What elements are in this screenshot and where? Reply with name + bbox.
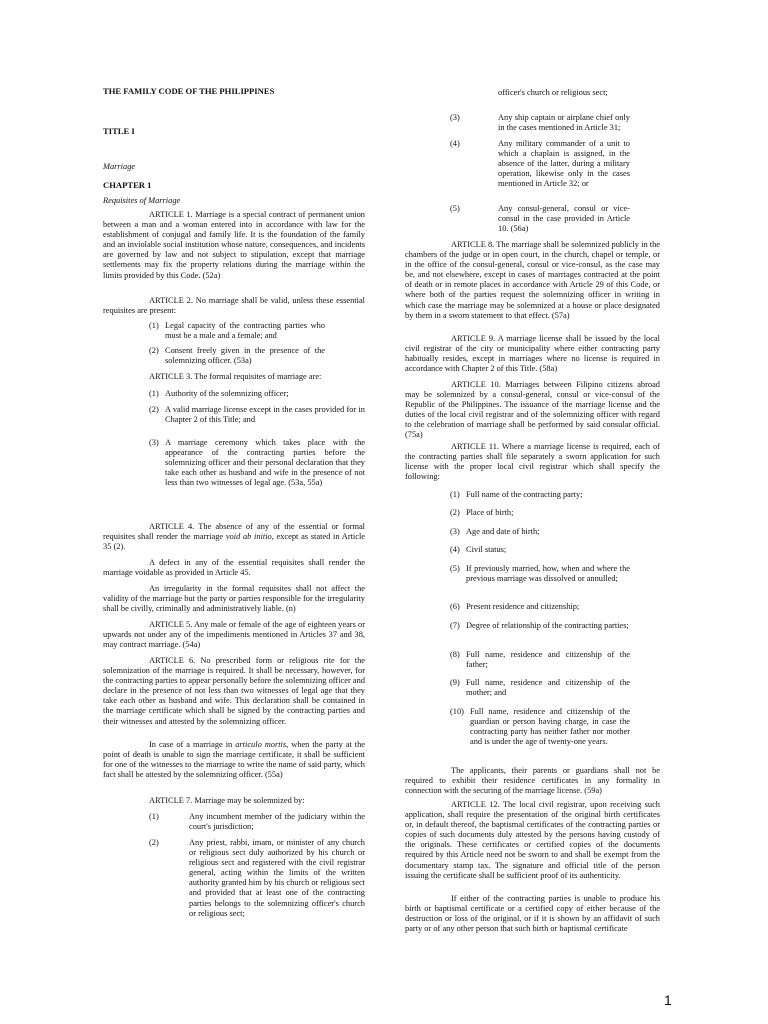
document-page: THE FAMILY CODE OF THE PHILIPPINES TITLE I Marriage CHAPTER 1 Requisites of Marriage ARTICLE 1. Marriage is a special contract of permanent union between a man and a woman entered into in accordance with law for the establishment of conjugal and family life. It is the foundation of the family and an inviolable social institution whose nature, consequences, and incidents are governed by law and not subject to stipulation, except that marriage settlements may fix the property relations during the marriage within the limits provided by this Code. (52a) ARTICLE 2. No marriage shall be valid, unless these essential requisites are present: (1) Legal capacity of the contracting parties who must be a male and a female; and (2) Consent freely given in the presence of the solemnizing officer. (53a) ARTICLE 3. The formal requisites of marriage are: (1) Authority of the solemnizing officer; (2) A valid marriage license except in the cases provided for in Chapter 2 of this Title; and (3) A marriage ceremony which takes place with the appearance of the contracting parties before the solemnizing officer and their personal declaration that they take each other as husband and wife in the presence of not less than two witnesses of legal age. (53a, 55a) ARTICLE 4. The absence of any of the essential or formal requisites shall render the marriage void ab initio, except as stated in Article 35 (2). A defect in any of the essential requisites shall render the marriage voidable as provided in Article 45. An irregularity in the formal requisites shall not affect the validity of the marriage but the party or parties responsible for the irregularity shall be civilly, criminally and administratively liable. (n) ARTICLE 5. Any male or female of the age of eighteen years or upwards not under any of the impediments mentioned in Articles 37 and 38, may contract marriage. (54a) ARTICLE 6. No prescribed form or religious rite for the solemnization of the marriage is required. It shall be necessary, however, for the contracting parties to appear personally before the solemnizing officer and declare in the presence of not less than two witnesses of legal age that they take each other as husband and wife. This declaration shall be contained in the marriage certificate which shall be signed by the contracting parties and their witnesses and attested by the solemnizing officer. In case of a marriage in articulo mortis, when the party at the point of death is unable to sign the marriage certificate, it shall be sufficient for one of the witnesses to the marriage to write the name of said party, which fact shall be attested by the solemnizing officer. (55a) ARTICLE 7. Marriage may be solemnized by: (1) Any incumbent member of the judiciary within the court's jurisdiction; (2) Any priest, rabbi, imam, or minister of any church or religious sect duly authorized by his church or religious sect and registered with the civil registrar general, acting within the limits of the written authority granted him by his church or religious sect and provided that at least one of the contracting parties belongs to the solemnizing officer's church or religious sect; officer's church or religious sect; (3) Any ship captain or airplane chief only in the cases mentioned in Article 31; (4) Any military commander of a unit to which a chaplain is assigned, in the absence of the latter, during a military operation, likewise only in the cases mentioned in Article 32; or (5) Any consul-general, consul or vice-consul in the case provided in Article 10. (56a) ARTICLE 8. The marriage shall be solemnized publicly in the chambers of the judge or in open court, in the church, chapel or temple, or in the office of the consul-general, consul or vice-consul, as the case may be, and not elsewhere, except in cases of marriages contracted at the point of death or in remote places in accordance with Article 29 of this Code, or where both of the parties request the solemnizing officer in writing in which case the marriage may be solemnized at a house or place designated by them in a sworn statement to that effect. (57a) ARTICLE 9. A marriage license shall be issued by the local civil registrar of the city or municipality where either contracting party habitually resides, except in marriages where no license is required in accordance with Chapter 2 of this Title. (58a) ARTICLE 10. Marriages between Filipino citizens abroad may be solemnized by a consul-general, consul or vice-consul of the Republic of the Philippines. The issuance of the marriage license and the duties of the local civil registrar and of the solemnizing officer with regard to the celebration of marriage shall be performed by said consular official. (75a) ARTICLE 11. Where a marriage license is required, each of the contracting parties shall file separately a sworn application for such license with the proper local civil registrar which shall specify the following: (1) Full name of the contracting party; (2) Place of birth; (3) Age and date of birth; (4) Civil status; (5) If previously married, how, when and where the previous marriage was dissolved or annulled; (6) Present residence and citizenship; (7) Degree of relationship of the contracting parties; (8) Full name, residence and citizenship of the father; (9) Full name, residence and citizenship of the mother; and (10) Full name, residence and citizenship of the guardian or person having charge, in case the contracting party has neither father nor mother and is under the age of twenty-one years. The applicants, their parents or guardians shall not be required to exhibit their residence certificates in any formality in connection with the securing of the marriage license. (59a) ARTICLE 12. The local civil registrar, upon receiving such application, shall require the presentation of the original birth certificates or, in default thereof, the baptismal certificates of the contracting parties or copies of such documents duly attested by the persons having custody of the originals. These certificates or certified copies of the documents required by this Article need not be sworn to and shall be exempt from the documentary stamp tax. The signature and official title of the person issuing the certificate shall be sufficient proof of its authenticity. If either of the contracting parties is unable to produce his birth or baptismal certificate or a certified copy of either because of the destruction or loss of the original, or if it is shown by an affidavit of such party or of any other person that such birth or baptismal certificate 1	[103, 86, 672, 1008]
page-number: 1	[664, 992, 672, 1008]
article-10: ARTICLE 10. Marriages between Filipino citizens abroad may be solemnized by a consul-general, consul or vice-consul of the Republic of the Philippines. The issuance of the marriage license and the duties of the local civil registrar and of the solemnizing officer with regard to the celebration of marriage shall be performed by said consular official. (75a)	[405, 380, 660, 440]
article-12: ARTICLE 12. The local civil registrar, upon receiving such application, shall require the presentation of the original birth certificates or, in default thereof, the baptismal certificates of the contracting parties or copies of such documents duly attested by the persons having custody of the originals. These certificates or certified copies of the documents required by this Article need not be sworn to and shall be exempt from the documentary stamp tax. The signature and official title of the person issuing the certificate shall be sufficient proof of its authenticity.	[405, 800, 660, 880]
chapter-heading: CHAPTER 1	[103, 180, 152, 190]
article-11-paragraph-2: The applicants, their parents or guardians shall not be required to exhibit their residence certificates in any formality in connection with the securing of the marriage license. (59a)	[405, 766, 660, 796]
article-8: ARTICLE 8. The marriage shall be solemnized publicly in the chambers of the judge or in open court, in the church, chapel or temple, or in the office of the consul-general, consul or vice-consul, as the case may be, and not elsewhere, except in cases of marriages contracted at the point of death or in remote places in accordance with Article 29 of this Code, or where both of the parties request the solemnizing officer in writing in which case the marriage may be solemnized at a house or place designated by them in a sworn statement to that effect. (57a)	[405, 240, 660, 320]
article-4: ARTICLE 4. The absence of any of the essential or formal requisites shall render the marriage void ab initio, except as stated in Article 35 (2).	[103, 522, 366, 552]
title-name: Marriage	[103, 162, 136, 171]
chapter-name: Requisites of Marriage	[103, 196, 181, 205]
article-12-paragraph-2: If either of the contracting parties is unable to produce his birth or baptismal certificate or a certified copy of either because of the destruction or loss of the original, or if it is shown by an affidavit of such party or of any other person that such birth or baptismal certificate	[405, 894, 660, 934]
document-title: THE FAMILY CODE OF THE PHILIPPINES	[103, 86, 275, 96]
list-item-continuation: officer's church or religious sect;	[498, 88, 608, 97]
article-11: ARTICLE 11. Where a marriage license is required, each of the contracting parties shall file separately a sworn application for such license with the proper local civil registrar which shall specify the following:	[405, 442, 660, 482]
article-7: ARTICLE 7. Marriage may be solemnized by:	[149, 796, 305, 805]
article-6-paragraph-2: In case of a marriage in articulo mortis, when the party at the point of death is unable to sign the marriage certificate, it shall be sufficient for one of the witnesses to the marriage to write the name of said party, which fact shall be attested by the solemnizing officer. (55a)	[103, 740, 366, 780]
article-1: ARTICLE 1. Marriage is a special contract of permanent union between a man and a woman entered into in accordance with law for the establishment of conjugal and family life. It is the foundation of the family and an inviolable social institution whose nature, consequences, and incidents are governed by law and not subject to stipulation, except that marriage settlements may fix the property relations during the marriage within the limits provided by this Code. (52a)	[103, 210, 365, 280]
article-5: ARTICLE 5. Any male or female of the age of eighteen years or upwards not under any of the impediments mentioned in Articles 37 and 38, may contract marriage. (54a)	[103, 620, 365, 650]
article-4-paragraph-3: An irregularity in the formal requisites shall not affect the validity of the marriage but the party or parties responsible for the irregularity shall be civilly, criminally and administratively liable. (n)	[103, 584, 365, 614]
article-9: ARTICLE 9. A marriage license shall be issued by the local civil registrar of the city or municipality where either contracting party habitually resides, except in marriages where no license is required in accordance with Chapter 2 of this Title. (58a)	[405, 334, 660, 374]
title-heading: TITLE I	[103, 126, 135, 136]
article-4-paragraph-2: A defect in any of the essential requisites shall render the marriage voidable as provided in Article 45.	[103, 558, 365, 578]
article-3: ARTICLE 3. The formal requisites of marriage are:	[149, 372, 322, 381]
article-6: ARTICLE 6. No prescribed form or religious rite for the solemnization of the marriage is required. It shall be necessary, however, for the contracting parties to appear personally before the solemnizing officer and declare in the presence of not less than two witnesses of legal age that they take each other as husband and wife. This declaration shall be contained in the marriage certificate which shall be signed by the contracting parties and their witnesses and attested by the solemnizing officer.	[103, 656, 365, 726]
article-2: ARTICLE 2. No marriage shall be valid, unless these essential requisites are present:	[103, 296, 365, 316]
